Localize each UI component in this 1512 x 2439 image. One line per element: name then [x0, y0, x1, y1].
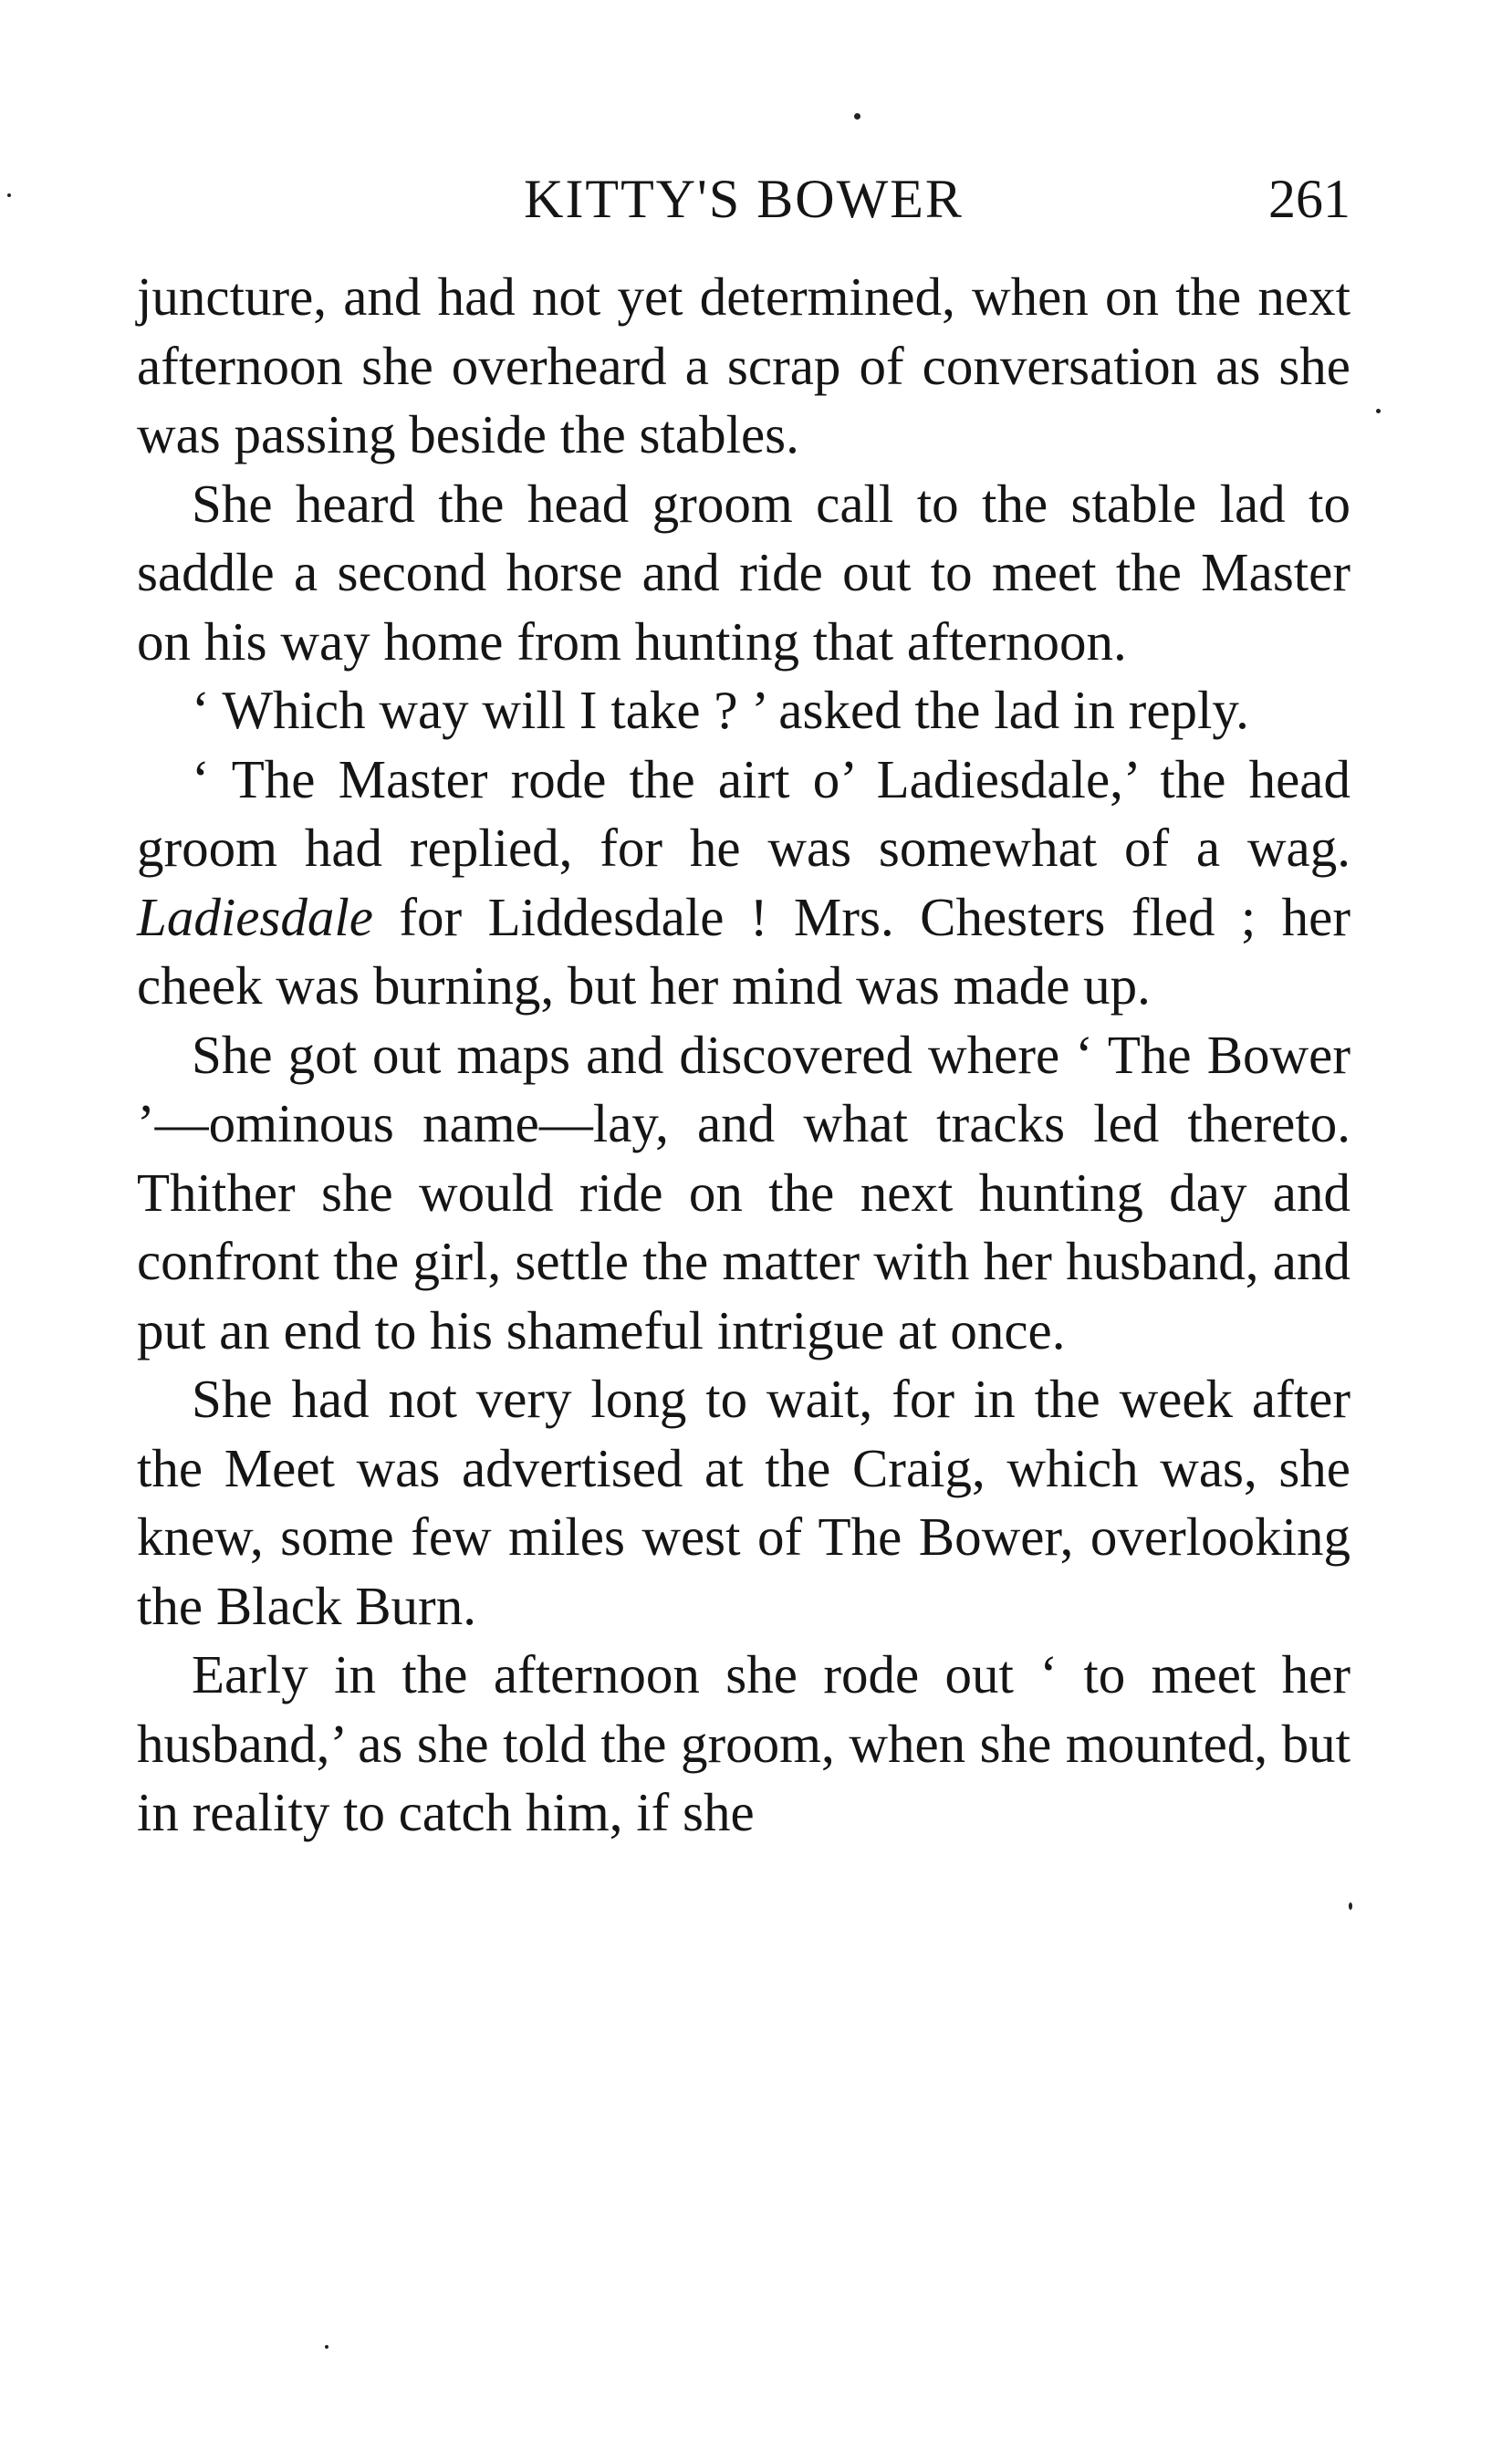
paragraph-2: She heard the head groom call to the stable lad to saddle a second horse and ride out to meet the Master on his way home from hunting that afternoon.	[137, 473, 1350, 672]
body-text	[137, 263, 1350, 1848]
paragraph-4-text-b: for Liddesdale ! Mrs. Chesters fled ; her cheek was burning, but her mind was made up.	[137, 886, 1351, 1016]
page-number: 261	[1268, 169, 1350, 229]
scan-speck	[325, 2345, 328, 2349]
paragraph-6: She had not very long to wait, for in the week after the Meet was advertised at the Craig, which was, she knew, some few miles west of The Bower, overlooking the Black Burn.	[137, 1369, 1350, 1636]
scan-speck	[7, 193, 11, 197]
scan-speck	[1349, 1902, 1352, 1910]
running-title: KITTY'S BOWER	[524, 169, 964, 229]
paragraph-4	[137, 745, 1350, 1021]
page-header	[137, 162, 1350, 235]
paragraph-7: Early in the afternoon she rode out ‘ to meet her husband,’ as she told the groom, when she mounted, but in reality to catch him, if she	[137, 1644, 1350, 1842]
paragraph-3: ‘ Which way will I take ? ’ asked the lad in reply.	[192, 680, 1249, 740]
scan-speck	[854, 113, 860, 120]
italic-ladiesdale: Ladiesdale	[137, 886, 373, 947]
paragraph-4-text-a: ‘ The Master rode the airt o’ Ladiesdale,’ the head groom had replied, for he was somewhat of a wag.	[137, 748, 1350, 878]
scan-speck	[1376, 409, 1381, 413]
paragraph-1: juncture, and had not yet determined, when on the next afternoon she overheard a scrap of conversation as she was passing beside the stables.	[137, 266, 1350, 464]
paragraph-5: She got out maps and discovered where ‘ The Bower ’—ominous name—lay, and what tracks led thereto. Thither she would ride on the next hunting day and confront the girl, settle the matter with her husband, and put an end to his shameful intrigue at once.	[137, 1024, 1350, 1360]
